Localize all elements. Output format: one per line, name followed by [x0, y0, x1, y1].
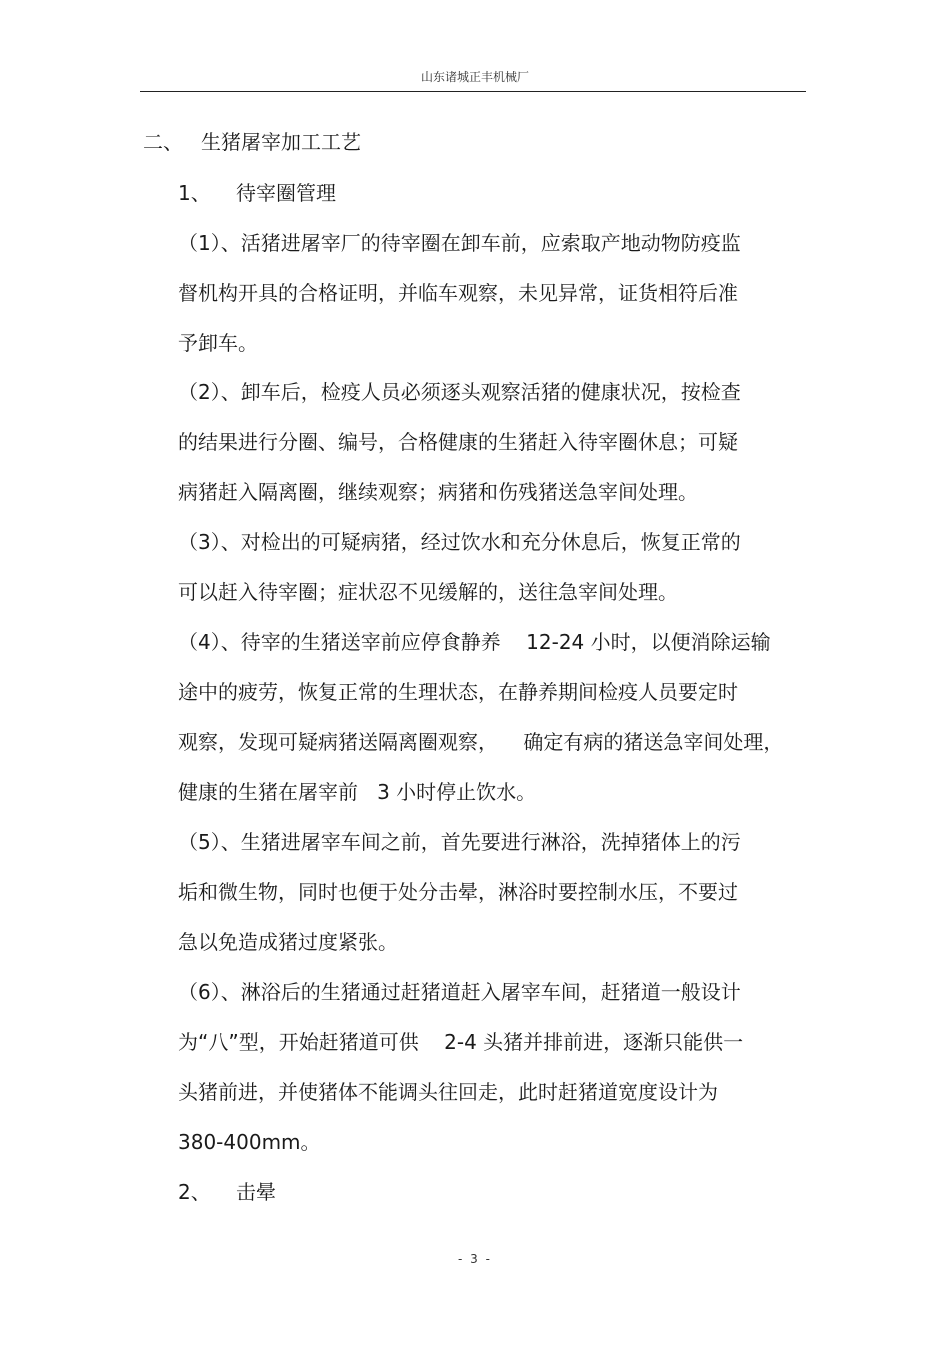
paragraph-line: 健康的生猪在屠宰前 3 小时停止饮水。	[178, 780, 537, 804]
paragraph-line: 可以赶入待宰圈；症状忍不见缓解的，送往急宰间处理。	[178, 580, 678, 604]
paragraph-line: （5）、生猪进屠宰车间之前，首先要进行淋浴，洗掉猪体上的污	[178, 830, 741, 854]
paragraph-line: 观察，发现可疑病猪送隔离圈观察， 确定有病的猪送急宰间处理，	[178, 730, 784, 754]
paragraph-line: （3）、对检出的可疑病猪，经过饮水和充分休息后，恢复正常的	[178, 530, 741, 554]
paragraph-line: 途中的疲劳，恢复正常的生理状态，在静养期间检疫人员要定时	[178, 680, 738, 704]
paragraph-line: （4）、待宰的生猪送宰前应停食静养 12-24 小时，以便消除运输	[178, 630, 771, 654]
paragraph-line: 头猪前进，并使猪体不能调头往回走，此时赶猪道宽度设计为	[178, 1080, 718, 1104]
subsection-title-2: 击晕	[236, 1180, 276, 1204]
paragraph-line: （6）、淋浴后的生猪通过赶猪道赶入屠宰车间，赶猪道一般设计	[178, 980, 741, 1004]
paragraph-line: （1）、活猪进屠宰厂的待宰圈在卸车前，应索取产地动物防疫监	[178, 231, 741, 255]
paragraph-line: 380-400mm。	[178, 1130, 321, 1154]
section-title: 生猪屠宰加工工艺	[201, 130, 361, 154]
paragraph-line: 为“八”型，开始赶猪道可供 2-4 头猪并排前进，逐渐只能供一	[178, 1030, 744, 1054]
paragraph-line: 予卸车。	[178, 331, 258, 355]
section-heading	[143, 129, 361, 155]
section-number: 二、	[143, 130, 183, 154]
paragraph-line: 病猪赶入隔离圈，继续观察；病猪和伤残猪送急宰间处理。	[178, 480, 698, 504]
subsection-title-1: 待宰圈管理	[236, 181, 336, 205]
subsection-number-1: 1、	[178, 181, 211, 205]
paragraph-line: 督机构开具的合格证明，并临车观察，未见异常，证货相符后准	[178, 281, 738, 305]
paragraph-line: 垢和微生物，同时也便于处分击晕，淋浴时要控制水压，不要过	[178, 880, 738, 904]
subsection-heading-1	[178, 180, 336, 206]
paragraph-line: 急以免造成猪过度紧张。	[178, 930, 398, 954]
paragraph-line: （2）、卸车后，检疫人员必须逐头观察活猪的健康状况，按检查	[178, 380, 741, 404]
header-rule	[140, 91, 806, 92]
paragraph-line: 的结果进行分圈、编号，合格健康的生猪赶入待宰圈休息；可疑	[178, 430, 738, 454]
subsection-heading-2	[178, 1179, 276, 1205]
page-header: 山东诸城正丰机械厂	[420, 70, 529, 84]
subsection-number-2: 2、	[178, 1180, 211, 1204]
page-number: - 3 -	[458, 1252, 492, 1266]
